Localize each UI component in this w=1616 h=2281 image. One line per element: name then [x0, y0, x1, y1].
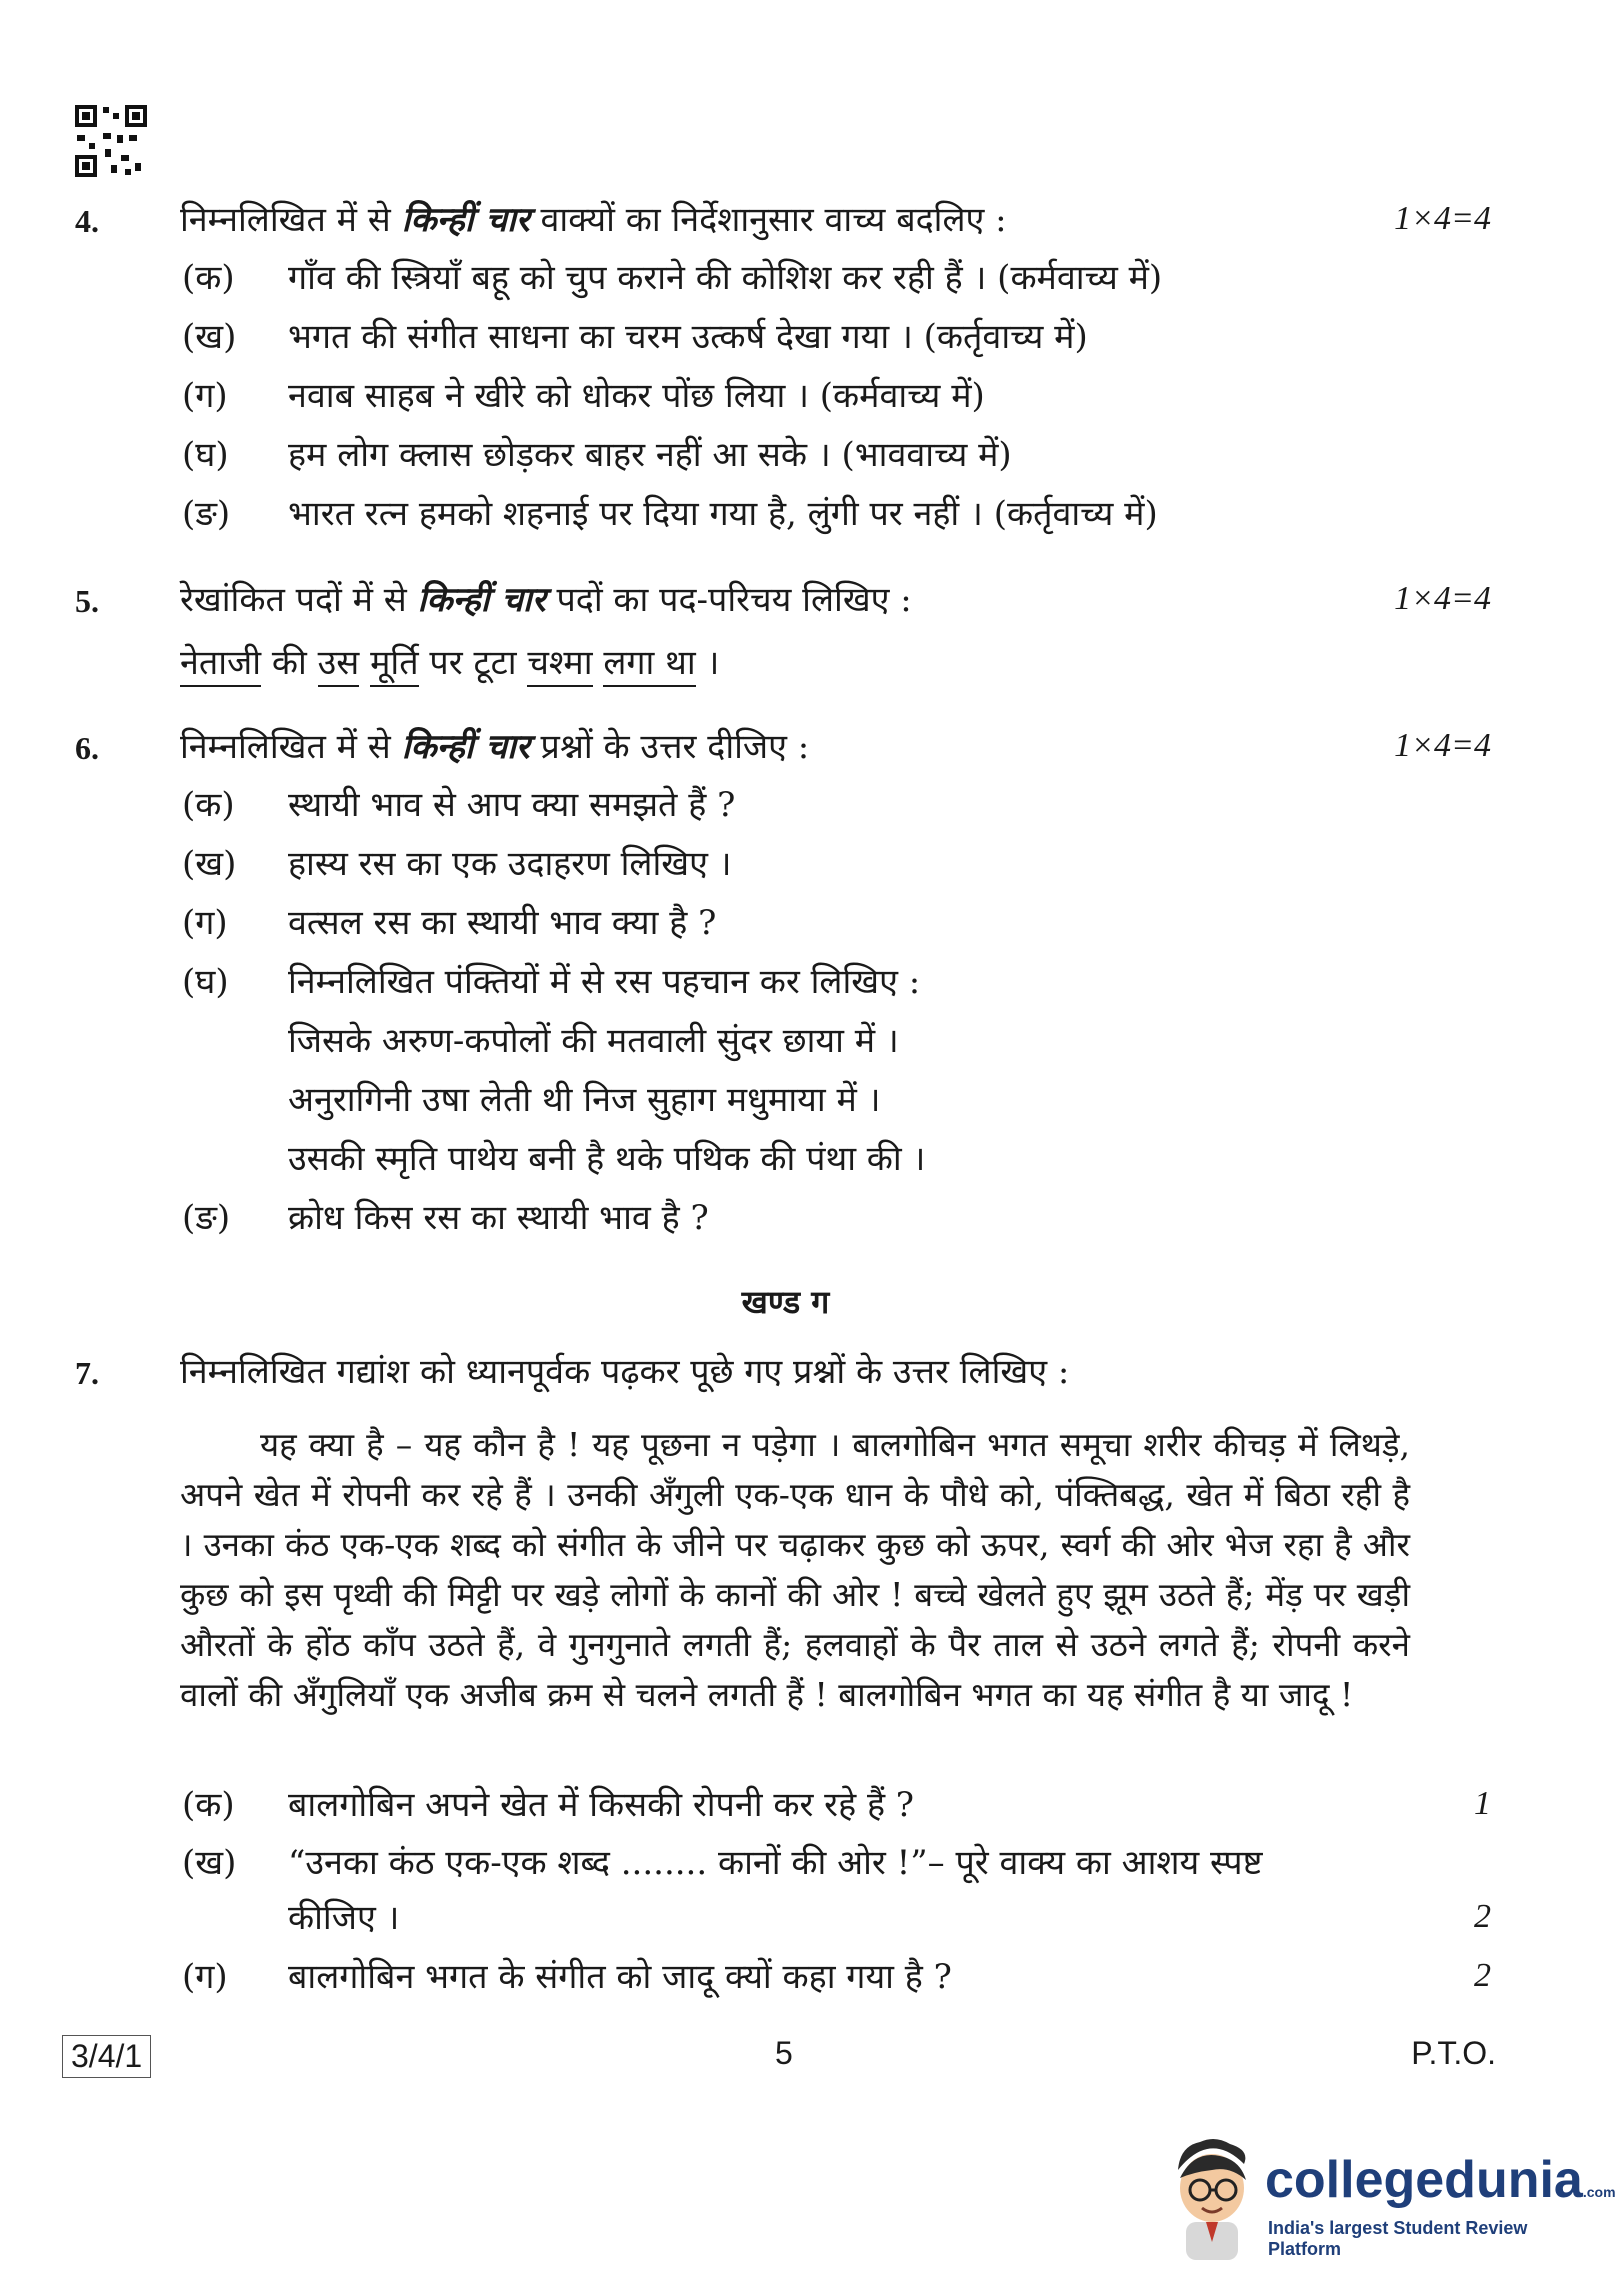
- q7-item-text-cont: कीजिए ।: [288, 1898, 400, 1938]
- q7-item-marks: 2: [1474, 1898, 1491, 1935]
- q7-item-label: (क): [182, 1785, 235, 1825]
- q4-item-label: (क): [182, 258, 235, 298]
- q4-item-text: भगत की संगीत साधना का चरम उत्कर्ष देखा गया । (कर्तृवाच्य में): [288, 317, 1088, 357]
- q4-item-label: (ख): [182, 317, 237, 357]
- underlined-word: चश्मा: [527, 643, 592, 687]
- q7-item-marks: 1: [1474, 1785, 1491, 1822]
- q6-item-text: निम्नलिखित पंक्तियों में से रस पहचान कर लिखिए :: [288, 962, 921, 1002]
- q7-item-label: (ग): [182, 1957, 228, 1997]
- q7-item-text: “उनका कंठ एक-एक शब्द ........ कानों की ओर !”– पूरे वाक्य का आशय स्पष्ट: [288, 1843, 1263, 1883]
- q4-item-text: हम लोग क्लास छोड़कर बाहर नहीं आ सके । (भाववाच्य में): [288, 435, 1012, 475]
- word: टूटा: [473, 643, 517, 683]
- q4-number: 4.: [75, 203, 99, 239]
- poem-line: अनुरागिनी उषा लेती थी निज सुहाग मधुमाया में ।: [288, 1080, 881, 1120]
- q6-item-label: (ख): [182, 844, 237, 884]
- q6-marks: 1×4=4: [1394, 727, 1491, 764]
- q6-item-label: (ग): [182, 903, 228, 943]
- q6-item-text: हास्य रस का एक उदाहरण लिखिए ।: [288, 844, 732, 884]
- q7-item-text: बालगोबिन भगत के संगीत को जादू क्यों कहा गया है ?: [288, 1957, 952, 1997]
- word: पर: [429, 643, 463, 683]
- page-number: 5: [775, 2035, 793, 2071]
- q5-number: 5.: [75, 583, 99, 619]
- q5-sentence: [180, 643, 719, 683]
- q6-number: 6.: [75, 730, 99, 766]
- brand-name: collegedunia.com: [1265, 2151, 1616, 2209]
- underlined-word: नेताजी: [180, 643, 261, 687]
- q4-prompt: निम्नलिखित में से किन्हीं चार वाक्यों का निर्देशानुसार वाच्य बदलिए :: [180, 200, 1007, 240]
- q4-item-label: (घ): [182, 435, 229, 475]
- q7-item-text: बालगोबिन अपने खेत में किसकी रोपनी कर रहे हैं ?: [288, 1785, 915, 1825]
- q6-prompt: निम्नलिखित में से किन्हीं चार प्रश्नों के उत्तर दीजिए :: [180, 727, 810, 767]
- q4-marks: 1×4=4: [1394, 200, 1491, 237]
- q6-item-text: वत्सल रस का स्थायी भाव क्या है ?: [288, 903, 717, 943]
- q6-item-label: (घ): [182, 962, 229, 1002]
- poem-line: उसकी स्मृति पाथेय बनी है थके पथिक की पंथा की ।: [288, 1139, 926, 1179]
- pto-label: P.T.O.: [1411, 2035, 1496, 2071]
- q7-number: 7.: [75, 1355, 99, 1391]
- qr-code: [75, 105, 147, 177]
- q7-item-label: (ख): [182, 1843, 237, 1883]
- poem-line: जिसके अरुण-कपोलों की मतवाली सुंदर छाया में ।: [288, 1021, 899, 1061]
- q5-prompt: रेखांकित पदों में से किन्हीं चार पदों का पद-परिचय लिखिए :: [180, 580, 912, 620]
- q4-item-text: भारत रत्न हमको शहनाई पर दिया गया है, लुंगी पर नहीं । (कर्तृवाच्य में): [288, 494, 1158, 534]
- underlined-word: उस: [318, 643, 360, 687]
- brand-tagline: India's largest Student Review Platform: [1268, 2218, 1528, 2259]
- q7-prompt: निम्नलिखित गद्यांश को ध्यानपूर्वक पढ़कर पूछे गए प्रश्नों के उत्तर लिखिए :: [180, 1352, 1070, 1392]
- q4-item-label: (ङ): [182, 494, 231, 534]
- passage: यह क्या है – यह कौन है ! यह पूछना न पड़ेगा । बालगोबिन भगत समूचा शरीर कीचड़ में लिथड़े, अपने खेत में रोपनी कर रहे हैं । उनकी अँगुली एक-एक धान के पौधे को, पंक्तिबद्ध, खेत में बिठा रही है । उनका कंठ एक-एक शब्द को संगीत के जीने पर चढ़ाकर कुछ को ऊपर, स्वर्ग की ओर भेज रहा है और कुछ को इस पृथ्वी की मिट्टी पर खड़े लोगों के कानों की ओर ! बच्चे खेलते हुए झूम उठते हैं; मेंड़ पर खड़ी औरतों के होंठ काँप उठते हैं, वे गुनगुनाते लगती हैं; हलवाहों के पैर ताल से उठने लगते हैं; रोपनी करने वालों की अँगुलियाँ एक अजीब क्रम से चलने लगती हैं ! बालगोबिन भगत का यह संगीत है या जादू !: [180, 1425, 1410, 1714]
- underlined-word: मूर्ति: [370, 643, 419, 687]
- brand-logo: [1160, 2130, 1260, 2260]
- q5-marks: 1×4=4: [1394, 580, 1491, 617]
- paper-code: 3/4/1: [62, 2035, 151, 2078]
- word: की: [271, 643, 307, 683]
- q4-item-label: (ग): [182, 376, 228, 416]
- q4-item-text: गाँव की स्त्रियाँ बहू को चुप कराने की कोशिश कर रही हैं । (कर्मवाच्य में): [288, 258, 1163, 298]
- q6-item-text: क्रोध किस रस का स्थायी भाव है ?: [288, 1198, 709, 1238]
- q7-item-marks: 2: [1474, 1957, 1491, 1994]
- section-heading: खण्ड ग: [741, 1283, 830, 1321]
- q6-item-label: (क): [182, 785, 235, 825]
- word: ।: [706, 643, 720, 683]
- q4-item-text: नवाब साहब ने खीरे को धोकर पोंछ लिया । (कर्मवाच्य में): [288, 376, 985, 416]
- underlined-word: लगा था: [603, 643, 695, 687]
- q6-item-label: (ङ): [182, 1198, 231, 1238]
- q6-item-text: स्थायी भाव से आप क्या समझते हैं ?: [288, 785, 736, 825]
